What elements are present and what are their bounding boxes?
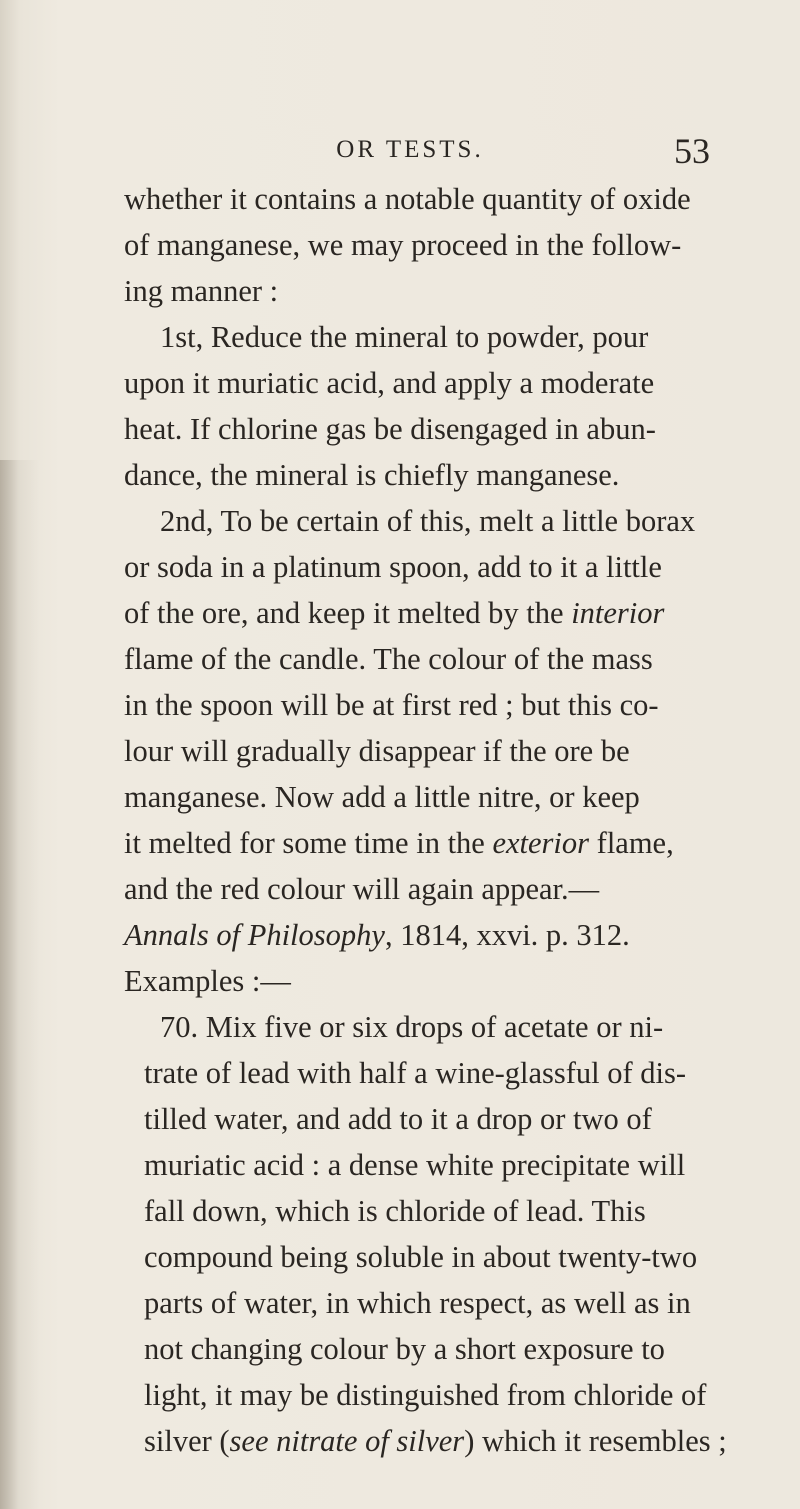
text-line: and the red colour will again appear.— [124,872,600,906]
italic-run: interior [571,596,665,630]
text-run: flame, [589,826,674,860]
text-line [124,590,714,636]
text-line: of manganese, we may proceed in the follow- [124,228,682,262]
text-line: light, it may be distinguished from chloride of [144,1378,707,1412]
text-run: ) which it resembles ; [464,1424,727,1458]
binding-shadow [0,460,40,1509]
text-line: Examples :— [124,964,291,998]
text-line: 70. Mix five or six drops of acetate or ni- [160,1010,664,1044]
text-run: silver ( [144,1424,230,1458]
text-line: trate of lead with half a wine-glassful of dis- [144,1056,687,1090]
text-line: 1st, Reduce the mineral to powder, pour [160,320,649,354]
text-line: not changing colour by a short exposure to [144,1332,665,1366]
text-line: flame of the candle. The colour of the mass [124,642,653,676]
text-run: it melted for some time in the [124,826,493,860]
italic-run: exterior [492,826,590,860]
text-line: parts of water, in which respect, as well as in [144,1286,691,1320]
page-header [110,128,710,171]
text-run: , 1814, xxvi. p. 312. [384,918,630,952]
text-line: compound being soluble in about twenty-two [144,1240,698,1274]
text-line [124,1418,727,1464]
text-line: heat. If chlorine gas be disengaged in abun- [124,412,656,446]
text-line [124,820,714,866]
text-line: ing manner : [124,274,279,308]
text-line: lour will gradually disappear if the ore be [124,734,630,768]
page-number: 53 [674,131,710,171]
body-text [124,176,727,1464]
text-line: upon it muriatic acid, and apply a moderate [124,366,655,400]
text-line: whether it contains a notable quantity of oxide [124,182,691,216]
text-line: dance, the mineral is chiefly manganese. [124,458,620,492]
running-head: OR TESTS. [336,136,484,163]
text-line: muriatic acid : a dense white precipitate will [144,1148,686,1182]
journal-title: Annals of Philosophy [124,918,385,952]
text-line: tilled water, and add to it a drop or two of [144,1102,652,1136]
text-line: 2nd, To be certain of this, melt a little borax [160,504,696,538]
italic-run: see nitrate of silver [229,1424,465,1458]
text-line: or soda in a platinum spoon, add to it a little [124,550,662,584]
text-line: manganese. Now add a little nitre, or keep [124,780,640,814]
text-line: in the spoon will be at first red ; but this co- [124,688,659,722]
citation-line [124,912,714,958]
text-line: fall down, which is chloride of lead. This [144,1194,646,1228]
text-run: of the ore, and keep it melted by the [124,596,572,630]
